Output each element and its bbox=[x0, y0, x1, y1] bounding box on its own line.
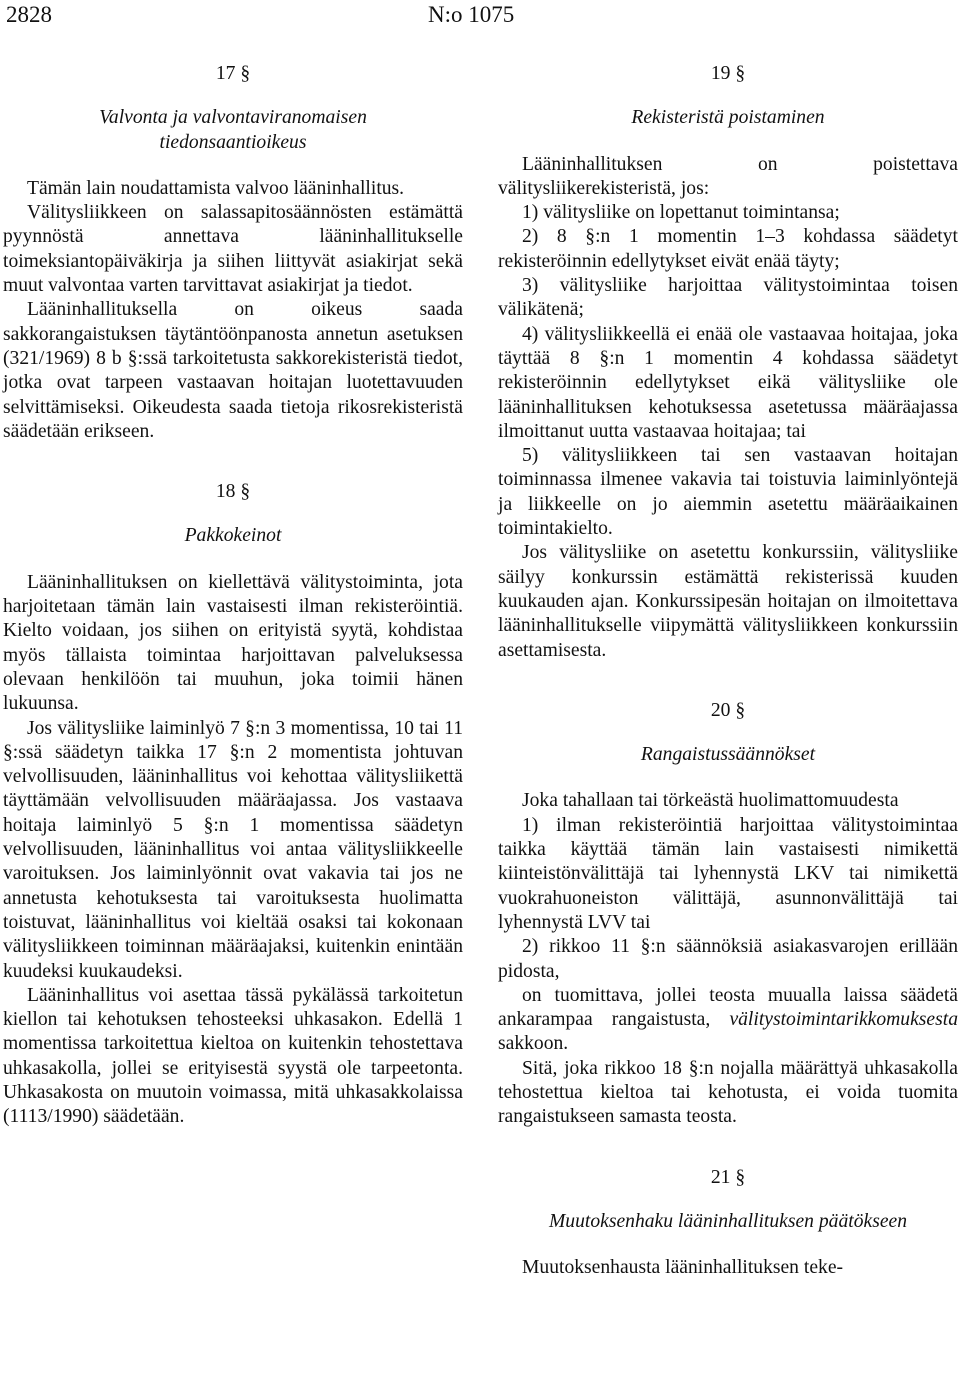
section-17-title: Valvonta ja valvontaviranomaisen tiedonsaantioikeus bbox=[99, 107, 367, 153]
page-number: 2828 bbox=[6, 2, 52, 27]
section-19-item: 4) välitysliikkeellä ei enää ole vastaavaa hoitajaa, joka täyttää 8 §:n 1 momentin 4 kohdassa säädetyt rekisteröinnin edellytykset eikä välitysliike ole lääninhallituksen kehotuksessa asetetussa määräajassa ilmoittanut uutta vastaavaa hoitajaa; tai bbox=[498, 323, 958, 442]
page-header bbox=[0, 0, 960, 34]
section-17-paragraph: Tämän lain noudattamista valvoo lääninhallitus. bbox=[27, 177, 405, 199]
section-20-closing: Sitä, joka rikkoo 18 §:n nojalla määrättyä uhkasakolla tehostettua kieltoa tai kehotusta, ei voida tuomita rangaistukseen samasta teosta. bbox=[498, 1057, 958, 1128]
section-21-title: Muutoksenhaku lääninhallituksen päätökseen bbox=[548, 1210, 908, 1232]
section-19-intro: Lääninhallituksen on poistettava välitysliikerekisteristä, jos: bbox=[498, 153, 958, 199]
section-18-paragraph: Lääninhallitus voi asettaa tässä pykälässä tarkoitetun kiellon tai kehotuksen tehosteeksi uhkasakon. Edellä 1 momentissa tarkoitettua kieltoa on kuitenkin tehostettava uhkasakolla, jollei se erityisestä syystä ole tarpeetonta. Uhkasakosta on muutoin voimassa, mitä uhkasakkolaissa (1113/1990) säädetään. bbox=[3, 984, 463, 1128]
section-19-closing: Jos välitysliike on asetettu konkurssiin, välitysliike säilyy konkurssin estämättä rekisterissä kuuden kuukauden ajan. Konkurssipesän hoitajan on ilmoitettava lääninhallitukselle viipymättä välitysliikkeen konkurssiin asettamisesta. bbox=[498, 542, 958, 661]
penalty-suffix: sakkoon. bbox=[498, 1033, 569, 1055]
section-17-number: 17 § bbox=[215, 63, 251, 84]
section-21-text: Muutoksenhausta lääninhallituksen teke- bbox=[522, 1257, 844, 1279]
section-19-item: 1) välitysliike on lopettanut toimintansa; bbox=[522, 202, 840, 224]
section-20-intro: Joka tahallaan tai törkeästä huolimattomuudesta bbox=[522, 790, 899, 812]
section-18-title: Pakkokeinot bbox=[184, 525, 282, 547]
section-19-item: 3) välitysliike harjoittaa välitystoimintaa toisen välikätenä; bbox=[498, 275, 958, 321]
penalty-term: välitystoimintarikkomuksesta bbox=[729, 1009, 958, 1031]
section-17-paragraph: Välitysliikkeen on salassapitosäännösten estämättä pyynnöstä annettava lääninhallitukselle toimeksiantopäiväkirja ja siihen liittyvät asiakirjat sekä muut valvontaa varten tarvittavat asiakirjat ja tiedot. bbox=[3, 202, 463, 297]
section-18-number: 18 § bbox=[215, 481, 251, 503]
section-20-item: 2) rikkoo 11 §:n säännöksiä asiakasvarojen erillään pidosta, bbox=[498, 936, 958, 982]
left-column bbox=[3, 54, 463, 1130]
section-17-paragraph: Lääninhallituksella on oikeus saada sakkorangaistuksen täytäntöönpanosta annetun asetuksen (321/1969) 8 b §:ssä tarkoitetusta sakkorekisteristä tiedot, jotka ovat tarpeen vastaavan hoitajan luotettavuuden selvittämiseksi. Oikeudesta saada tietoja rikosrekisteristä säädetään erikseen. bbox=[3, 299, 463, 442]
section-19-number: 19 § bbox=[710, 63, 746, 84]
penalty-prefix: on tuomittava, jollei teosta muualla laissa säädetä ankarampaa rangaistusta, bbox=[498, 984, 958, 1031]
section-19-item: 5) välitysliikkeen tai sen vastaavan hoitajan toiminnassa ilmenee vakavia tai toistuvia laiminlyöntejä ja liikkeelle on jo aiemmin asetettu määräaikainen toimintakielto. bbox=[498, 445, 958, 540]
section-21-number: 21 § bbox=[710, 1166, 746, 1188]
section-19-title: Rekisteristä poistaminen bbox=[631, 107, 825, 129]
section-18-paragraph: Lääninhallituksen on kiellettävä välitystoiminta, jota harjoitetaan tämän lain vastaisesti ilman rekisteröintiä. Kielto voidaan, jos siihen on erityistä syytä, kohdistaa myös tällaista toimintaa harjoittavan palveluksessa olevaan henkilöön tai muuhun, joka toimii hänen lukuunsa. bbox=[3, 571, 463, 715]
section-20-number: 20 § bbox=[710, 699, 746, 721]
section-18-paragraph: Jos välitysliike laiminlyö 7 §:n 3 momentissa, 10 tai 11 §:ssä säädetyn taikka 17 §:n 2 momentista johtuvan velvollisuuden, lääninhallitus voi kehottaa välitysliikettä täyttämään velvollisuuden määräajassa. Jos vastaava hoitaja laiminlyö 5 §:n 1 momentissa säädetyn velvollisuuden, lääninhallitus voi antaa välitysliikkeelle varoituksen. Jos laiminlyönnit ovat vakavia tai jos ne annetusta kehotuksesta tai varoituksesta huolimatta toistuvat, lääninhallitus voi kieltää osaksi tai kokonaan välitysliikkeen toiminnan määräajaksi, kuitenkin enintään kuudeksi kuukaudeksi. bbox=[3, 717, 463, 982]
section-20-penalty bbox=[498, 984, 958, 1057]
issue-number: N:o 1075 bbox=[428, 2, 515, 27]
right-column bbox=[498, 54, 958, 1280]
section-20-title: Rangaistussäännökset bbox=[640, 744, 816, 766]
section-20-item: 1) ilman rekisteröintiä harjoittaa välitystoimintaa taikka käyttää tämän lain vastaisesti nimikettä kiinteistönvälittäjä tai lyhennystä LKV tai nimikettä vuokrahuoneiston välittäjä, asunnonvälittäjä tai lyhennystä LVV tai bbox=[498, 814, 958, 933]
section-19-item: 2) 8 §:n 1 momentin 1–3 kohdassa säädetyt rekisteröinnin edellytykset eivät enää täyty; bbox=[498, 226, 958, 272]
